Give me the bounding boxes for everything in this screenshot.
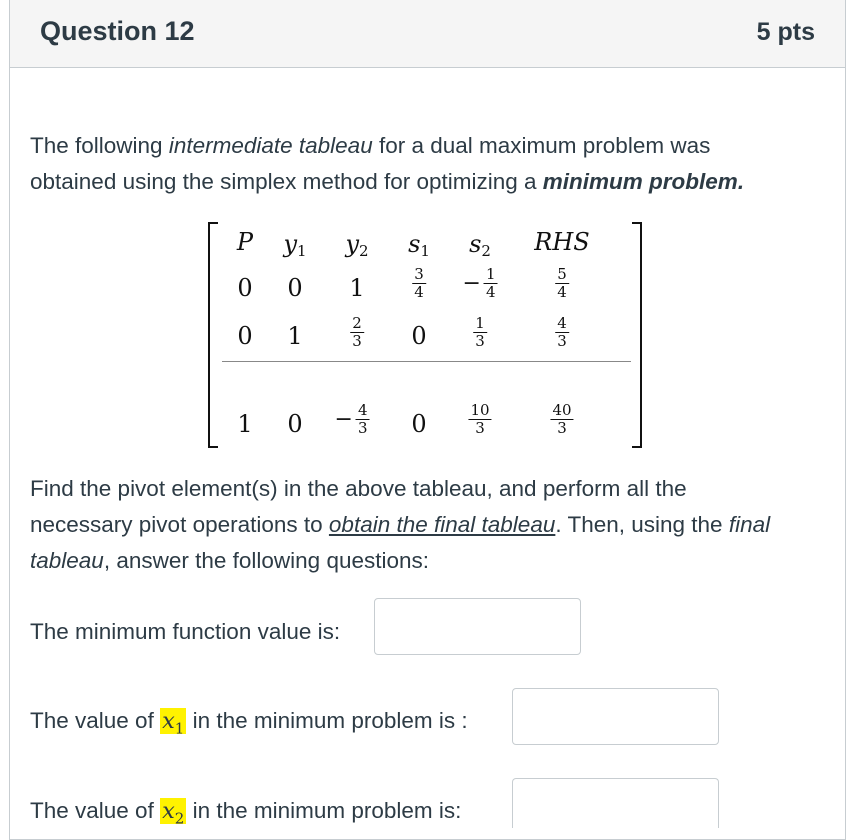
question-points: 5 pts [756, 18, 815, 46]
left-bracket [208, 222, 218, 448]
cell-r3-y1: 0 [287, 410, 303, 438]
header-s1: $s_1$ [408, 230, 430, 260]
x1-variable: $x_1$ [162, 708, 185, 738]
cell-r2-rhs: $\frac{4}{3}$ [557, 314, 567, 350]
cell-r1-y2: 1 [349, 274, 365, 302]
right-bracket [632, 222, 642, 448]
header-P: P [236, 228, 254, 256]
cell-r1-rhs: $\frac{5}{4}$ [557, 265, 567, 301]
x1-value-input[interactable] [512, 688, 719, 745]
cell-r2-s1: 0 [411, 322, 427, 350]
cell-r3-s2: $\frac{10}{3}$ [470, 401, 490, 437]
cell-r3-rhs: $\frac{40}{3}$ [552, 401, 572, 437]
min-value-input[interactable] [374, 598, 581, 655]
simplex-tableau [200, 222, 650, 452]
cell-r1-s2: − $\frac{1}{4}$ [462, 265, 496, 301]
question-title: Question 12 [40, 16, 195, 46]
cell-r1-y1: 0 [287, 274, 303, 302]
objective-row-divider [222, 361, 631, 362]
cell-r3-p: 1 [237, 410, 253, 438]
question-header [10, 0, 845, 68]
cell-r3-s1: 0 [411, 410, 427, 438]
question-intro: The following intermediate tableau for a dual maximum problem was obtained using the simplex method for optimizing a minimum problem. [30, 133, 745, 194]
cell-r2-p: 0 [237, 322, 253, 350]
x2-value-input[interactable] [512, 778, 719, 828]
header-rhs: RHS [534, 228, 590, 256]
cell-r1-p: 0 [237, 274, 253, 302]
x2-label: The value of $x_2$ in the minimum problem is: [30, 798, 462, 828]
cell-r2-y1: 1 [287, 322, 303, 350]
x2-variable: $x_2$ [162, 798, 185, 828]
final-tableau-link: obtain the final tableau [328, 512, 556, 537]
header-y2: $y_2$ [345, 230, 369, 260]
cell-r3-y2: − $\frac{4}{3}$ [334, 401, 368, 437]
question-instructions: Find the pivot element(s) in the above tableau, and perform all the necessary pivot operations to obtain the final tableau. Then, using the final tableau, answer the following questions: [30, 476, 771, 573]
cell-r2-s2: $\frac{1}{3}$ [475, 314, 485, 350]
header-y1: $y_1$ [283, 230, 307, 260]
header-s2: $s_2$ [469, 230, 491, 260]
cell-r1-s1: $\frac{3}{4}$ [414, 265, 424, 301]
min-value-label: The minimum function value is: [30, 619, 341, 644]
cell-r2-y2: $\frac{2}{3}$ [352, 314, 362, 350]
x1-label: The value of $x_1$ in the minimum problem is : [30, 708, 468, 738]
